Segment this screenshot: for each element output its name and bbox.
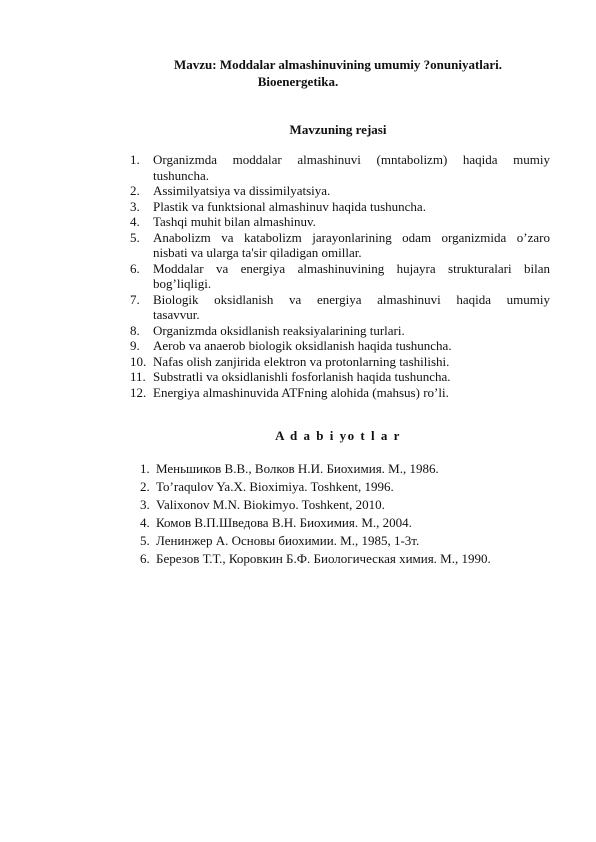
plan-item-line: Organizmda oksidlanish reaksiyalarining turlari. <box>153 322 405 338</box>
plan-item-text <box>153 323 550 339</box>
reference-number: 3. <box>140 497 150 512</box>
plan-item-number: 9. <box>130 338 140 353</box>
plan-list <box>130 152 550 400</box>
references-heading: A d a b i yo t l a r <box>275 428 401 443</box>
plan-item-line: nisbati va ularga ta'sir qiladigan omillar. <box>153 245 362 260</box>
plan-item-text <box>153 152 550 183</box>
plan-item-text <box>153 199 550 215</box>
reference-text: Valixonov M.N. Biokimyo. Toshkent, 2010. <box>156 497 385 512</box>
plan-item-line: Moddalar va energiya almashinuvining hujayra strukturalari bilan <box>153 260 550 276</box>
reference-number: 4. <box>140 515 150 530</box>
references-list <box>140 460 560 568</box>
plan-item <box>130 354 550 370</box>
reference-number: 5. <box>140 533 150 548</box>
plan-item <box>130 183 550 199</box>
plan-item-number: 6. <box>130 260 140 276</box>
plan-item-line: tushuncha. <box>153 167 209 183</box>
plan-item <box>130 199 550 215</box>
reference-item <box>140 460 560 478</box>
plan-item-number: 10. <box>130 353 147 369</box>
reference-item <box>140 478 560 496</box>
reference-text: To’raqulov Ya.X. Bioximiya. Toshkent, 1996. <box>156 479 394 494</box>
reference-number: 6. <box>140 551 150 566</box>
plan-item <box>130 385 550 401</box>
plan-item-text <box>153 354 550 370</box>
plan-item-text <box>153 338 550 354</box>
reference-text: Березов Т.Т., Коровкин Б.Ф. Биологическая химия. М., 1990. <box>156 551 491 566</box>
plan-item-line: Plastik va funktsional almashinuv haqida tushuncha. <box>153 198 426 214</box>
reference-number: 2. <box>140 479 150 494</box>
title-line-1: Mavzu: Moddalar almashinuvining umumiy ?onuniyatlari. <box>173 57 503 72</box>
plan-item-text <box>153 385 550 401</box>
plan-item-line: Tashqi muhit bilan almashinuv. <box>153 214 316 229</box>
plan-item <box>130 338 550 354</box>
plan-item-number: 2. <box>130 183 140 198</box>
plan-item-text <box>153 369 550 385</box>
plan-item-text <box>153 214 550 230</box>
reference-item <box>140 514 560 532</box>
plan-item <box>130 230 550 261</box>
plan-item-line: Anabolizm va katabolizm jarayonlarining odam organizmida o’zaro <box>153 229 550 245</box>
plan-item <box>130 323 550 339</box>
plan-item <box>130 214 550 230</box>
plan-item-text <box>153 183 550 199</box>
plan-item-line: Nafas olish zanjirida elektron va protonlarning tashilishi. <box>153 353 450 369</box>
plan-item-line: Biologik oksidlanish va energiya almashinuvi haqida umumiy <box>153 291 550 307</box>
plan-item-text <box>153 230 550 261</box>
plan-item-number: 3. <box>130 198 140 214</box>
plan-item <box>130 369 550 385</box>
plan-item-number: 12. <box>130 384 147 400</box>
plan-item-number: 11. <box>130 369 146 384</box>
plan-item-line: Substratli va oksidlanishli fosforlanish haqida tushuncha. <box>153 369 451 384</box>
reference-number: 1. <box>140 461 150 476</box>
plan-heading: Mavzuning rejasi <box>289 122 387 137</box>
plan-item <box>130 261 550 292</box>
plan-item-line: tasavvur. <box>153 307 200 322</box>
plan-item-number: 5. <box>130 229 140 245</box>
plan-item-line: Aerob va anaerob biologik oksidlanish haqida tushuncha. <box>153 338 452 353</box>
reference-text: Комов В.П.Шведова В.Н. Биохимия. М., 2004. <box>156 515 412 530</box>
reference-item <box>140 496 560 514</box>
plan-item-line: Organizmda moddalar almashinuvi (mntabolizm) haqida mumiy <box>153 152 550 167</box>
reference-text: Ленинжер А. Основы биохимии. М., 1985, 1-3т. <box>156 533 420 548</box>
reference-item <box>140 550 560 568</box>
plan-item-number: 1. <box>130 152 140 167</box>
plan-item-number: 4. <box>130 214 140 229</box>
plan-item-number: 8. <box>130 322 140 338</box>
plan-item-line: Energiya almashinuvida ATFning alohida (mahsus) ro’li. <box>153 384 449 400</box>
plan-item-text <box>153 292 550 323</box>
plan-item-line: Assimilyatsiya va dissimilyatsiya. <box>153 183 331 198</box>
plan-item <box>130 152 550 183</box>
plan-item-line: bog’liqligi. <box>153 276 212 291</box>
plan-item <box>130 292 550 323</box>
reference-text: Меньшиков В.В., Волков Н.И. Биохимия. М., 1986. <box>156 461 439 476</box>
reference-item <box>140 532 560 550</box>
plan-item-number: 7. <box>130 291 140 307</box>
title-line-2: Bioenergetika. <box>257 74 339 89</box>
plan-item-text <box>153 261 550 292</box>
